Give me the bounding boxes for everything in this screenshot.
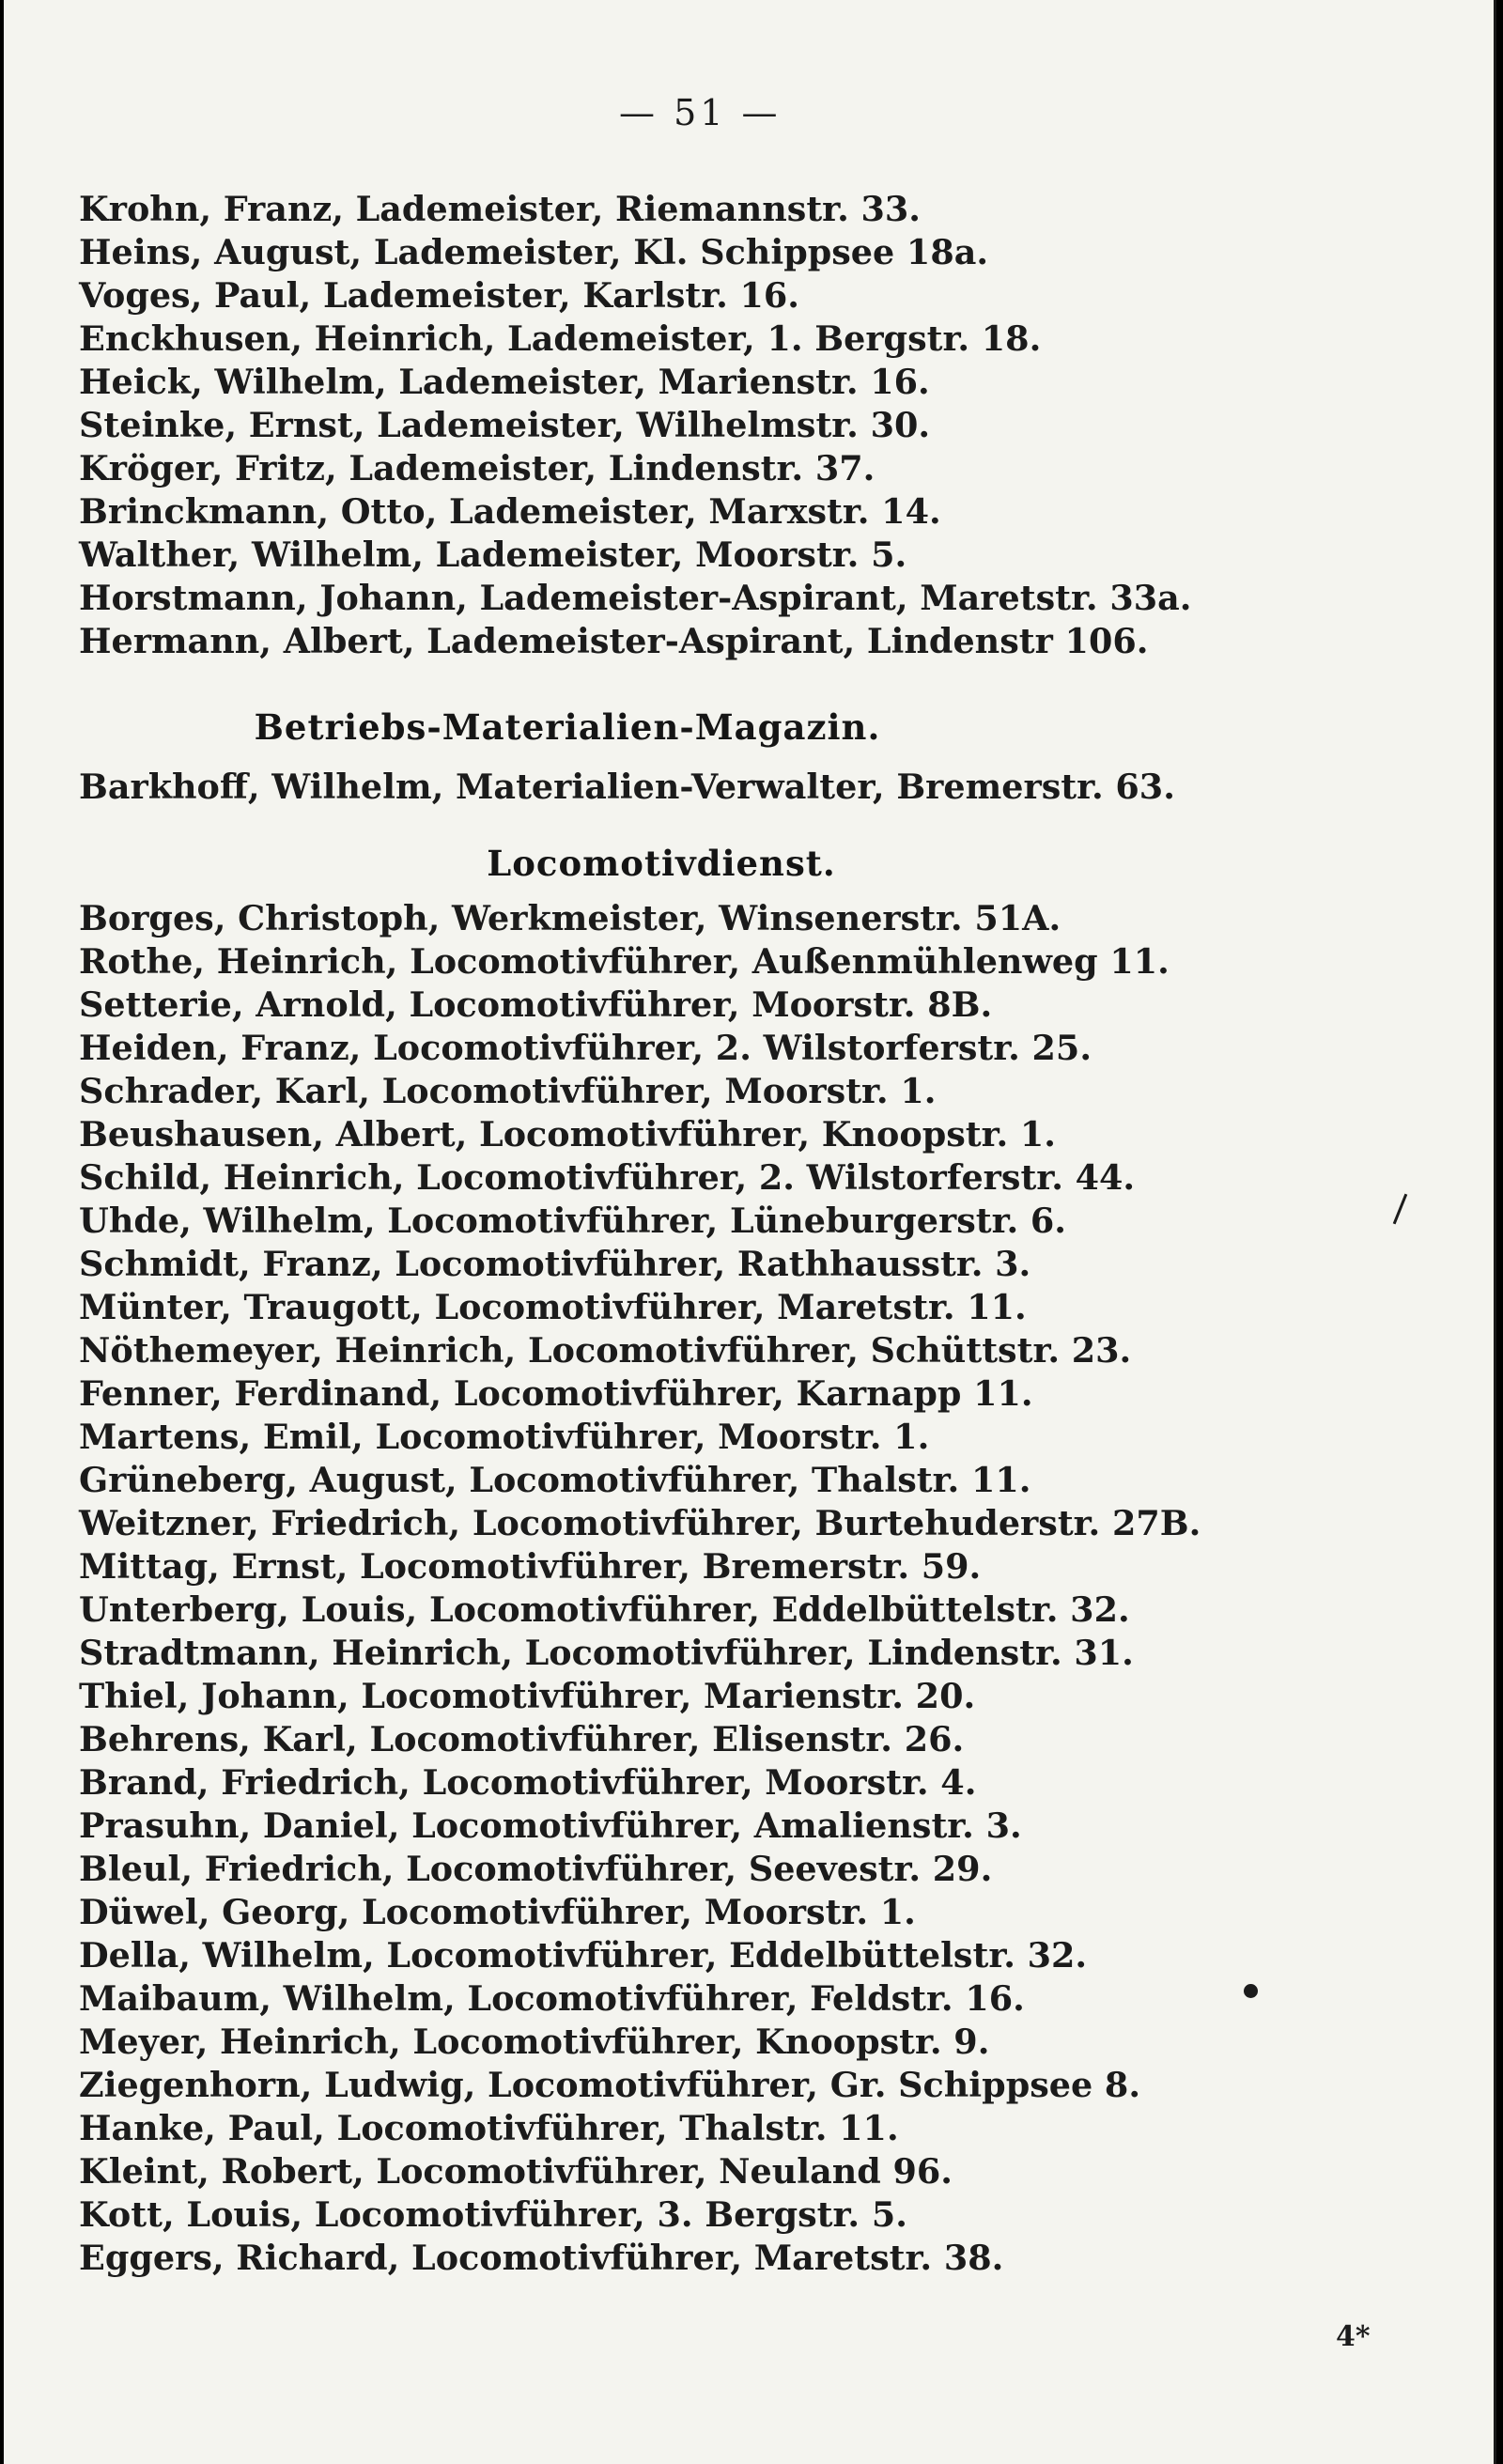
entry-line: Bleul, Friedrich, Locomotivführer, Seevestr. 29. — [79, 1849, 993, 1889]
entry-line: Fenner, Ferdinand, Locomotivführer, Karnapp 11. — [79, 1373, 1033, 1414]
entry-line: Hanke, Paul, Locomotivführer, Thalstr. 11. — [79, 2108, 899, 2148]
entries-lademeister — [79, 188, 1450, 663]
entry-line: Kott, Louis, Locomotivführer, 3. Bergstr. 5. — [79, 2194, 907, 2235]
entry-line: Horstmann, Johann, Lademeister-Aspirant, Maretstr. 33a. — [79, 578, 1192, 618]
entry-line: Uhde, Wilhelm, Locomotivführer, Lüneburgerstr. 6. — [79, 1201, 1066, 1241]
entry-line: Steinke, Ernst, Lademeister, Wilhelmstr. 30. — [79, 405, 931, 445]
entries-magazin — [79, 766, 1450, 809]
entry-line: Hermann, Albert, Lademeister-Aspirant, Lindenstr 106. — [79, 621, 1149, 661]
section-heading-magazin: Betriebs-Materialien-Magazin. — [254, 706, 881, 748]
entry-line: Brand, Friedrich, Locomotivführer, Moorstr. 4. — [79, 1762, 977, 1803]
entry-line: Behrens, Karl, Locomotivführer, Elisenstr. 26. — [79, 1719, 965, 1759]
entry-line: Walther, Wilhelm, Lademeister, Moorstr. 5. — [79, 535, 907, 575]
entry-line: Weitzner, Friedrich, Locomotivführer, Burtehuderstr. 27B. — [79, 1503, 1201, 1543]
entry-line: Schild, Heinrich, Locomotivführer, 2. Wilstorferstr. 44. — [79, 1157, 1136, 1198]
entry-line: Münter, Traugott, Locomotivführer, Maretstr. 11. — [79, 1287, 1027, 1327]
entry-line: Eggers, Richard, Locomotivführer, Maretstr. 38. — [79, 2238, 1004, 2278]
entry-line: Della, Wilhelm, Locomotivführer, Eddelbüttelstr. 32. — [79, 1935, 1088, 1976]
page-number: — 51 — — [619, 92, 782, 133]
entry-line: Enckhusen, Heinrich, Lademeister, 1. Bergstr. 18. — [79, 318, 1042, 359]
entry-line: Heiden, Franz, Locomotivführer, 2. Wilstorferstr. 25. — [79, 1028, 1092, 1068]
entry-line: Meyer, Heinrich, Locomotivführer, Knoopstr. 9. — [79, 2022, 990, 2062]
section-heading-locomotivdienst: Locomotivdienst. — [487, 843, 836, 884]
entry-line: Kröger, Fritz, Lademeister, Lindenstr. 37. — [79, 448, 875, 488]
entries-locomotivdienst — [79, 897, 1450, 2280]
entry-line: Krohn, Franz, Lademeister, Riemannstr. 33. — [79, 189, 921, 229]
entry-line: Voges, Paul, Lademeister, Karlstr. 16. — [79, 275, 800, 316]
entry-line: Schrader, Karl, Locomotivführer, Moorstr. 1. — [79, 1071, 937, 1111]
entry-line: Nöthemeyer, Heinrich, Locomotivführer, Schüttstr. 23. — [79, 1330, 1132, 1371]
entry-line: Maibaum, Wilhelm, Locomotivführer, Feldstr. 16. — [79, 1978, 1025, 2019]
paper-sheet — [4, 0, 1496, 2464]
entry-line: Borges, Christoph, Werkmeister, Winsenerstr. 51A. — [79, 898, 1061, 938]
entry-line: Heick, Wilhelm, Lademeister, Marienstr. 16. — [79, 362, 930, 402]
signature-mark: 4* — [1336, 2320, 1371, 2353]
entry-line: Düwel, Georg, Locomotivführer, Moorstr. 1. — [79, 1892, 916, 1932]
entry-line: Ziegenhorn, Ludwig, Locomotivführer, Gr. Schippsee 8. — [79, 2065, 1141, 2105]
entry-line: Rothe, Heinrich, Locomotivführer, Außenmühlenweg 11. — [79, 941, 1170, 982]
entry-line: Mittag, Ernst, Locomotivführer, Bremerstr. 59. — [79, 1546, 982, 1587]
entry-line: Thiel, Johann, Locomotivführer, Marienstr. 20. — [79, 1676, 976, 1716]
entry-line: Stradtmann, Heinrich, Locomotivführer, Lindenstr. 31. — [79, 1633, 1134, 1673]
ink-speck — [1244, 1984, 1258, 1998]
entry-line: Unterberg, Louis, Locomotivführer, Eddelbüttelstr. 32. — [79, 1589, 1130, 1630]
entry-line: Prasuhn, Daniel, Locomotivführer, Amalienstr. 3. — [79, 1805, 1022, 1846]
entry-line: Brinckmann, Otto, Lademeister, Marxstr. 14. — [79, 491, 941, 532]
entry-line: Setterie, Arnold, Locomotivführer, Moorstr. 8B. — [79, 984, 993, 1025]
entry-line: Martens, Emil, Locomotivführer, Moorstr. 1. — [79, 1417, 930, 1457]
entry-line: Grüneberg, August, Locomotivführer, Thalstr. 11. — [79, 1460, 1031, 1500]
entry-line: Beushausen, Albert, Locomotivführer, Knoopstr. 1. — [79, 1114, 1057, 1155]
entry-line: Barkhoff, Wilhelm, Materialien-Verwalter, Bremerstr. 63. — [79, 767, 1175, 807]
entry-line: Heins, August, Lademeister, Kl. Schippsee 18a. — [79, 232, 989, 272]
entry-line: Schmidt, Franz, Locomotivführer, Rathhausstr. 3. — [79, 1244, 1031, 1284]
entry-line: Kleint, Robert, Locomotivführer, Neuland 96. — [79, 2151, 953, 2192]
